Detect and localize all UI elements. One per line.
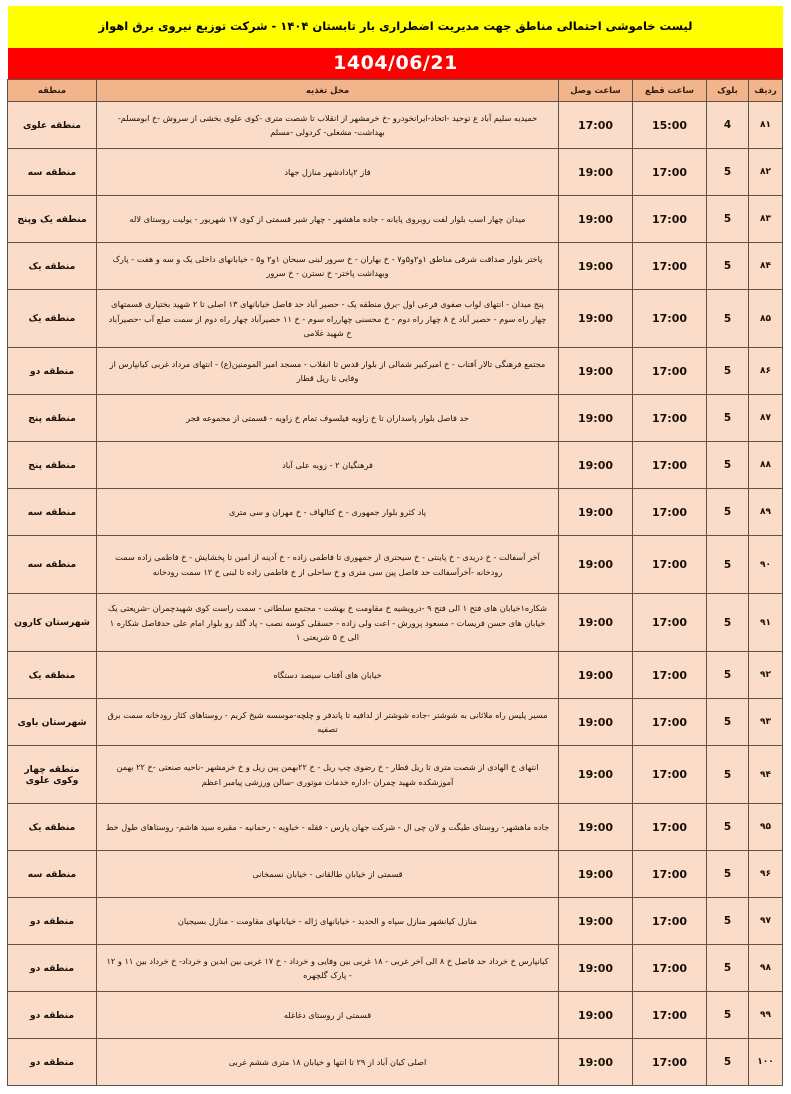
cell-restore-time: 19:00 [559,290,633,348]
cell-outage-time: 17:00 [633,898,707,945]
cell-zone: منطقه دو [8,348,97,395]
table-row [8,196,783,243]
table-row [8,652,783,699]
cell-bolok: 5 [707,851,749,898]
cell-restore-time: 19:00 [559,489,633,536]
cell-restore-time: 19:00 [559,243,633,290]
cell-feed-location: فاز ۲پادادشهر منازل جهاد [97,149,559,196]
cell-feed-location: مسیر پلیس راه ملاثانی به شوشتر -جاده شوشتر از لدافیه تا پاندفر و چلچه-موسسه شیخ کریم - روستاهای کثار رودخانه سمت برق تصفیه [97,699,559,746]
cell-outage-time: 17:00 [633,290,707,348]
cell-feed-location: منازل کیانشهر منازل سپاه و الحدید - خیابانهای ژاله - خیابانهای مقاومت - منازل بسیجیان [97,898,559,945]
cell-restore-time: 19:00 [559,348,633,395]
cell-restore-time: 19:00 [559,992,633,1039]
cell-restore-time: 19:00 [559,898,633,945]
cell-zone: منطقه پنج [8,395,97,442]
cell-bolok: 5 [707,594,749,652]
cell-radif: ۹۳ [749,699,783,746]
cell-bolok: 5 [707,196,749,243]
cell-restore-time: 19:00 [559,804,633,851]
cell-feed-location: فرهنگیان ۲ - زویه علی آباد [97,442,559,489]
cell-outage-time: 17:00 [633,1039,707,1086]
cell-restore-time: 19:00 [559,851,633,898]
column-header-bolok: بلوک [707,80,749,102]
cell-radif: ۱۰۰ [749,1039,783,1086]
table-row [8,442,783,489]
cell-zone: منطقه دو [8,945,97,992]
cell-zone: منطقه سه [8,536,97,594]
cell-zone: منطقه سه [8,851,97,898]
cell-bolok: 5 [707,442,749,489]
cell-zone: منطقه چهار وکوی علوی [8,746,97,804]
cell-outage-time: 15:00 [633,102,707,149]
cell-radif: ۹۹ [749,992,783,1039]
table-row [8,536,783,594]
cell-zone: منطقه یک [8,290,97,348]
cell-zone: منطقه یک [8,243,97,290]
cell-outage-time: 17:00 [633,594,707,652]
cell-feed-location: قسمتی از روستای دغاغله [97,992,559,1039]
cell-zone: منطقه پنج [8,442,97,489]
cell-restore-time: 19:00 [559,699,633,746]
cell-restore-time: 19:00 [559,945,633,992]
cell-feed-location: میدان چهار اسب بلوار لفت روبروی پایانه - جاده ماهشهر - چهار شیر قسمتی از کوی ۱۷ شهریور - یولیت روستای لاله [97,196,559,243]
cell-outage-time: 17:00 [633,489,707,536]
table-row [8,746,783,804]
cell-zone: منطقه یک [8,804,97,851]
cell-restore-time: 19:00 [559,1039,633,1086]
cell-bolok: 5 [707,489,749,536]
cell-feed-location: حمیدیه سلیم آباد ع توحید -اتحاد-ایرانخودرو -خ خرمشهر از انقلاب تا شصت متری -کوی علوی بخشی از سروش -خ ابومسلم-بهداشت- مشعلی- کردولی -مسلم [97,102,559,149]
cell-restore-time: 19:00 [559,594,633,652]
column-header-mantagheh: منطقه [8,80,97,102]
table-row [8,945,783,992]
cell-zone: منطقه یک وپنج [8,196,97,243]
cell-radif: ۹۰ [749,536,783,594]
table-row [8,1039,783,1086]
cell-bolok: 5 [707,243,749,290]
cell-radif: ۹۷ [749,898,783,945]
header-row [8,80,783,102]
table-row [8,699,783,746]
table-header [8,80,783,102]
cell-radif: ۹۵ [749,804,783,851]
table-row [8,489,783,536]
table-row [8,804,783,851]
cell-outage-time: 17:00 [633,851,707,898]
column-header-radif: ردیف [749,80,783,102]
cell-outage-time: 17:00 [633,699,707,746]
page-title: لیست خاموشی احتمالی مناطق جهت مدیریت اضطراری بار تابستان ۱۴۰۴ - شرکت توزیع نیروی برق اهواز [8,6,783,48]
cell-feed-location: انتهای خ الهادی از شصت متری تا ریل قطار - خ رضوی چپ ریل - خ ۲۲بهمن پین ریل و خ خرمشهر -ناحیه صنعتی -خ ۲۲ بهمن آموزشکده شهید چمران -اداره خدمات موتوری -سالن ورزشی پیامبر اعظم [97,746,559,804]
cell-feed-location: پاختر بلوار صداقت شرقی مناطق ۱و۲و۵و۷ - خ بهاران - خ سرور لبنی سبحان ۱و۲ و۵ - خیابانهای داخلی یک و سه و هفت - پارک وبهداشت پاختر- خ نسترن - خ سرور [97,243,559,290]
cell-radif: ۸۹ [749,489,783,536]
cell-bolok: 5 [707,536,749,594]
table-row [8,348,783,395]
cell-zone: شهرستان کارون [8,594,97,652]
cell-outage-time: 17:00 [633,243,707,290]
cell-zone: منطقه علوی [8,102,97,149]
cell-bolok: 5 [707,652,749,699]
cell-outage-time: 17:00 [633,652,707,699]
cell-zone: شهرستان باوی [8,699,97,746]
cell-outage-time: 17:00 [633,149,707,196]
table-row [8,898,783,945]
cell-feed-location: خیابان های آفتاب سیصد دستگاه [97,652,559,699]
cell-feed-location: پنج میدان - انتهای لواب صفوی فرعی اول -برق منطقه یک - حصیر آباد حد فاصل خیابانهای ۱۳ اصلی تا ۲ شهید بختیاری قسمتهای چهار راه سوم - حصیر آباد خ ۸ چهار راه دوم - خ محسنی چهارراه سوم - خ ۱۱ حصیرآباد چهار راه دوم از سمت ضلع آب -حصیرآباد خ شهید غلامی [97,290,559,348]
cell-radif: ۹۶ [749,851,783,898]
cell-outage-time: 17:00 [633,395,707,442]
cell-zone: منطقه دو [8,1039,97,1086]
cell-radif: ۹۸ [749,945,783,992]
cell-bolok: 5 [707,945,749,992]
cell-feed-location: اصلی کیان آباد از ۲۹ تا انتها و خیابان ۱۸ متری ششم غربی [97,1039,559,1086]
cell-outage-time: 17:00 [633,442,707,489]
cell-feed-location: شکاره۱خیابان های فتح ۱ الی فتح ۹ -درویشیه خ مقاومت خ بهشت - مجتمع سلطانی - سمت راست کوی شهیدچمران -شریعتی یک خیابان های حسن فریسات - مسعود پرورش - اعت ولی زاده - حسقلی کوسه نصب - پاد گلد رو بلوار امام علی حدفاصل شکاره ۱ الی خ ۵ شریعتی ۱ [97,594,559,652]
table-row [8,992,783,1039]
cell-bolok: 5 [707,804,749,851]
cell-feed-location: حد فاصل بلوار پاسداران تا خ زاویه فیلسوف تمام خ زاویه - قسمتی از مجموعه فجر [97,395,559,442]
table-row [8,395,783,442]
table-row [8,851,783,898]
cell-outage-time: 17:00 [633,536,707,594]
cell-restore-time: 19:00 [559,442,633,489]
cell-feed-location: کیانپارس خ خرداد حد فاصل خ ۸ الی آخر غربی - ۱۸ غربی بین وفایی و خرداد - خ ۱۷ غربی بین ابدین و خرداد- خ خرداد بین ۱۱ و ۱۲ - پارک گلچهره [97,945,559,992]
cell-radif: ۹۲ [749,652,783,699]
column-header-vasl: ساعت وصل [559,80,633,102]
cell-bolok: 5 [707,898,749,945]
cell-outage-time: 17:00 [633,804,707,851]
table-row [8,594,783,652]
cell-outage-time: 17:00 [633,945,707,992]
cell-zone: منطقه سه [8,149,97,196]
cell-bolok: 5 [707,348,749,395]
table-row [8,290,783,348]
table-row [8,149,783,196]
cell-restore-time: 19:00 [559,395,633,442]
cell-bolok: 5 [707,746,749,804]
cell-radif: ۸۷ [749,395,783,442]
cell-radif: ۸۵ [749,290,783,348]
cell-restore-time: 19:00 [559,746,633,804]
cell-feed-location: پاد کثرو بلوار جمهوری - خ کتالهاف - خ مهران و سی متری [97,489,559,536]
column-header-ghat: ساعت قطع [633,80,707,102]
schedule-date: 1404/06/21 [8,48,783,79]
cell-zone: منطقه یک [8,652,97,699]
cell-zone: منطقه دو [8,992,97,1039]
cell-bolok: 5 [707,992,749,1039]
table-row [8,243,783,290]
cell-outage-time: 17:00 [633,348,707,395]
cell-outage-time: 17:00 [633,746,707,804]
table-body [8,102,783,1086]
cell-restore-time: 19:00 [559,149,633,196]
cell-feed-location: جاده ماهشهر- روستای طیگت و لان چی ال - شرکت جهان پارس - فقله - خباویه - رحمانیه - مقبره سید هاشم- روستاهای طول خط [97,804,559,851]
cell-radif: ۹۱ [749,594,783,652]
cell-feed-location: قسمتی از خیابان طالقانی - خیابان نسمخانی [97,851,559,898]
cell-radif: ۸۴ [749,243,783,290]
cell-restore-time: 17:00 [559,102,633,149]
cell-restore-time: 19:00 [559,536,633,594]
cell-bolok: 5 [707,290,749,348]
cell-bolok: 5 [707,1039,749,1086]
cell-radif: ۸۱ [749,102,783,149]
table-row [8,102,783,149]
cell-radif: ۸۳ [749,196,783,243]
outage-table [7,79,783,1086]
cell-radif: ۸۸ [749,442,783,489]
cell-bolok: 5 [707,149,749,196]
cell-zone: منطقه سه [8,489,97,536]
cell-bolok: 4 [707,102,749,149]
cell-restore-time: 19:00 [559,652,633,699]
cell-outage-time: 17:00 [633,196,707,243]
cell-outage-time: 17:00 [633,992,707,1039]
cell-bolok: 5 [707,395,749,442]
cell-feed-location: آخر آسفالت - خ دریدی - خ پاینتی - خ سیحتری از جمهوری تا فاطمی زاده - خ آدینه از امین تا پخشایش - خ فاطمی زاده سمت رودخانه -آخرآسفالت حد فاصل پین سی متری و خ ساحلی از خ فاطمی زاده تا لبنی خ ۱۲ سمت رودخانه [97,536,559,594]
cell-radif: ۹۴ [749,746,783,804]
column-header-mahal: محل تغذیه [97,80,559,102]
cell-bolok: 5 [707,699,749,746]
cell-restore-time: 19:00 [559,196,633,243]
cell-radif: ۸۶ [749,348,783,395]
cell-radif: ۸۲ [749,149,783,196]
cell-zone: منطقه دو [8,898,97,945]
cell-feed-location: مجتمع فرهنگی تالار آفتاب - خ امیرکبیر شمالی از بلوار قدس تا انقلاب - مسجد امیر المومنین(ع) - انتهای مرداد غربی کیانپارس از وفایی تا ریل قطار [97,348,559,395]
